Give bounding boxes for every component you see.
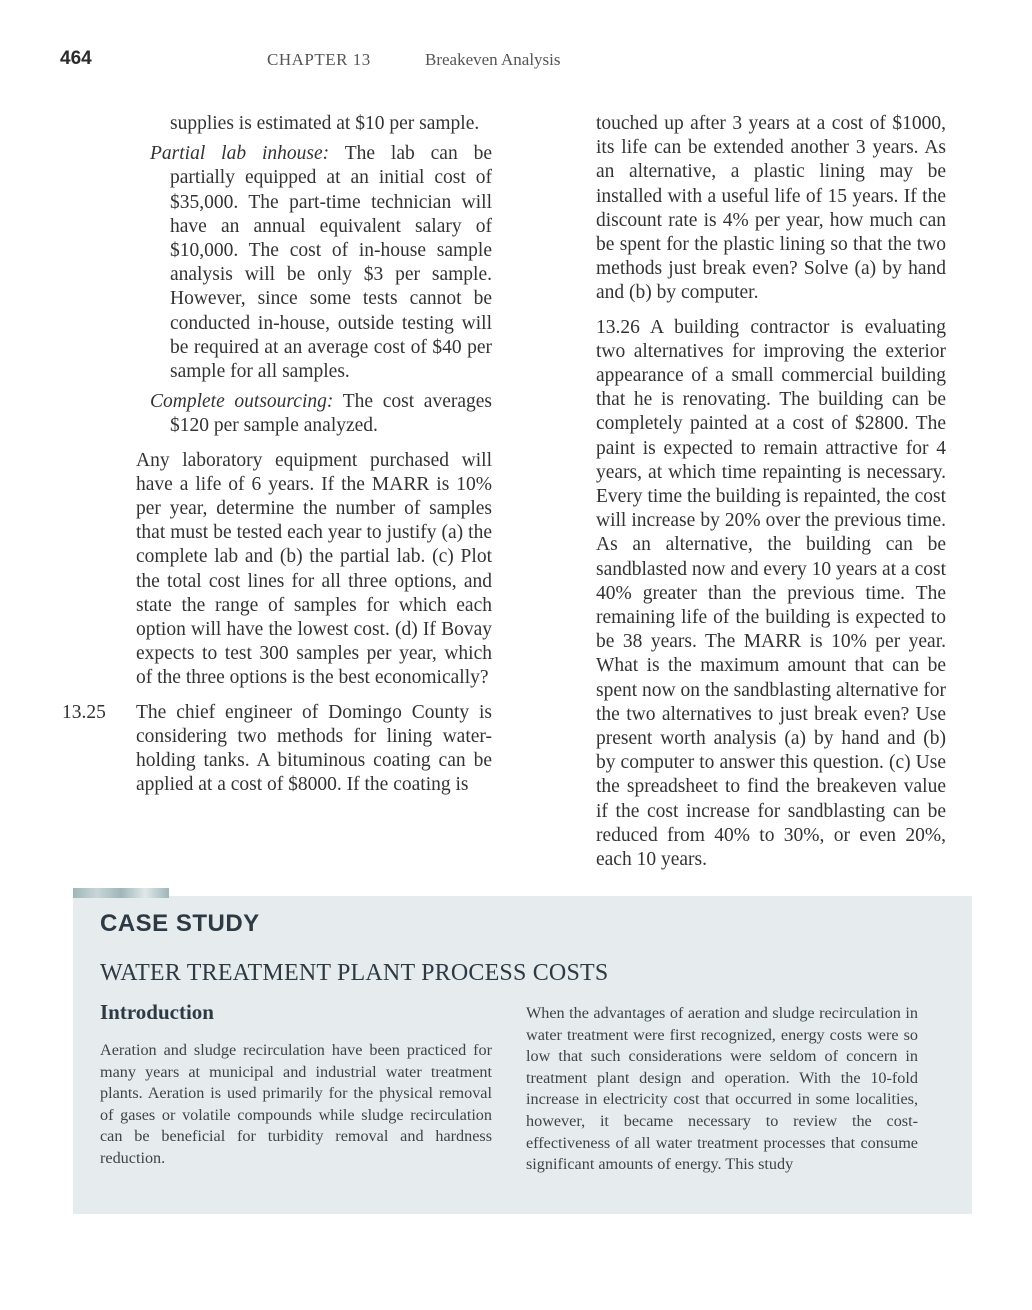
running-title: Breakeven Analysis [425,50,561,69]
page-number: 464 [60,48,92,69]
page-header [0,48,1032,78]
problem-13-26 [534,316,946,873]
case-study-label: CASE STUDY [100,910,260,937]
problem-text: A building contractor is evaluating two alternatives for improving the exterior appearance of a small commercial building that he is renovating. The building can be completely painted at a cost of $2800. The paint is expected to remain attractive for 4 years, at which time repainting is necessary. Every time the building is repainted, the cost will increase by 20% over the previous time. As an alternative, the building can be sandblasted now and every 10 years at a cost 40% greater than the previous time. The remaining life of the building is expected to be 38 years. The MARR is 10% per year. What is the maximum amount that can be spent now on the sandblasting alternative for the two alternatives to just break even? Use present worth analysis (a) by hand and (b) by computer to answer this question. (c) Use the spreadsheet to find the breakeven value if the cost increase for sandblasting can be reduced from 40% to 30%, or even 20%, each 10 years. [596,316,946,871]
right-column [534,112,946,872]
chapter-label: CHAPTER 13 [267,50,371,69]
problem-13-25 [62,701,492,798]
case-intro-continuation: When the advantages of aeration and sludge recirculation in water treatment were first recognized, energy costs were so low that such considerations were seldom of concern in treatment plant design and operation. With the 10-fold increase in electricity cost that occurred in some localities, however, it became necessary to review the cost-effectiveness of all water treatment processes that consume significant amounts of energy. This study [526,1004,918,1174]
case-intro-paragraph: Aeration and sludge recirculation have been practiced for many years at municipal and industrial water treatment plants. Aeration is used primarily for the physical removal of gases or volatile compounds while sludge recirculation can be beneficial for turbidity removal and hardness reduction. [100,1041,492,1167]
case-study-bar [73,888,169,898]
case-study-left-text [100,1040,492,1170]
supplies-continuation: supplies is estimated at $10 per sample. [170,113,480,134]
problem-text: The chief engineer of Domingo County is considering two methods for lining water-holding tanks. A bituminous coating can be applied at a cost of $8000. If the coating is [136,701,492,796]
partial-lab-text: The lab can be partially equipped at an initial cost of $35,000. The part-time technician will have an annual equivalent salary of $10,000. The cost of in-house sample analysis will be only $3 per sample. However, since some tests cannot be conducted in-house, outside testing will be required at an average cost of $40 per sample for all samples. [170,143,493,383]
problem-13-24-paragraph: Any laboratory equipment purchased will have a life of 6 years. If the MARR is 10% per year, determine the number of samples that must be tested each year to justify (a) the complete lab and (b) the partial lab. (c) Plot the total cost lines for all three options, and state the range of samples for which each option will have the lowest cost. (d) If Bovay expects to test 300 samples per year, which of the three options is the best economically? [136,449,492,689]
problem-13-25-continuation: touched up after 3 years at a cost of $1000, its life can be extended another 3 years. As an alternative, a plastic lining may be installed with a useful life of 15 years. If the discount rate is 4% per year, how much can be spent for the plastic lining so that the two methods just break even? Solve (a) by hand and (b) by computer. [596,113,946,304]
case-study-title: WATER TREATMENT PLANT PROCESS COSTS [100,960,609,986]
problem-number: 13.26 [596,316,640,338]
complete-outsourcing-label: Complete outsourcing: [150,391,334,413]
partial-lab-option [42,142,492,384]
complete-outsourcing-option [42,390,492,438]
complete-outsourcing-text: The cost averages $120 per sample analyzed. [170,391,493,437]
partial-lab-label: Partial lab inhouse: [150,143,330,165]
left-column [62,112,492,797]
problem-number: 13.25 [62,701,106,723]
case-study-right-text [526,1003,918,1176]
case-study-subheading: Introduction [100,1000,214,1024]
